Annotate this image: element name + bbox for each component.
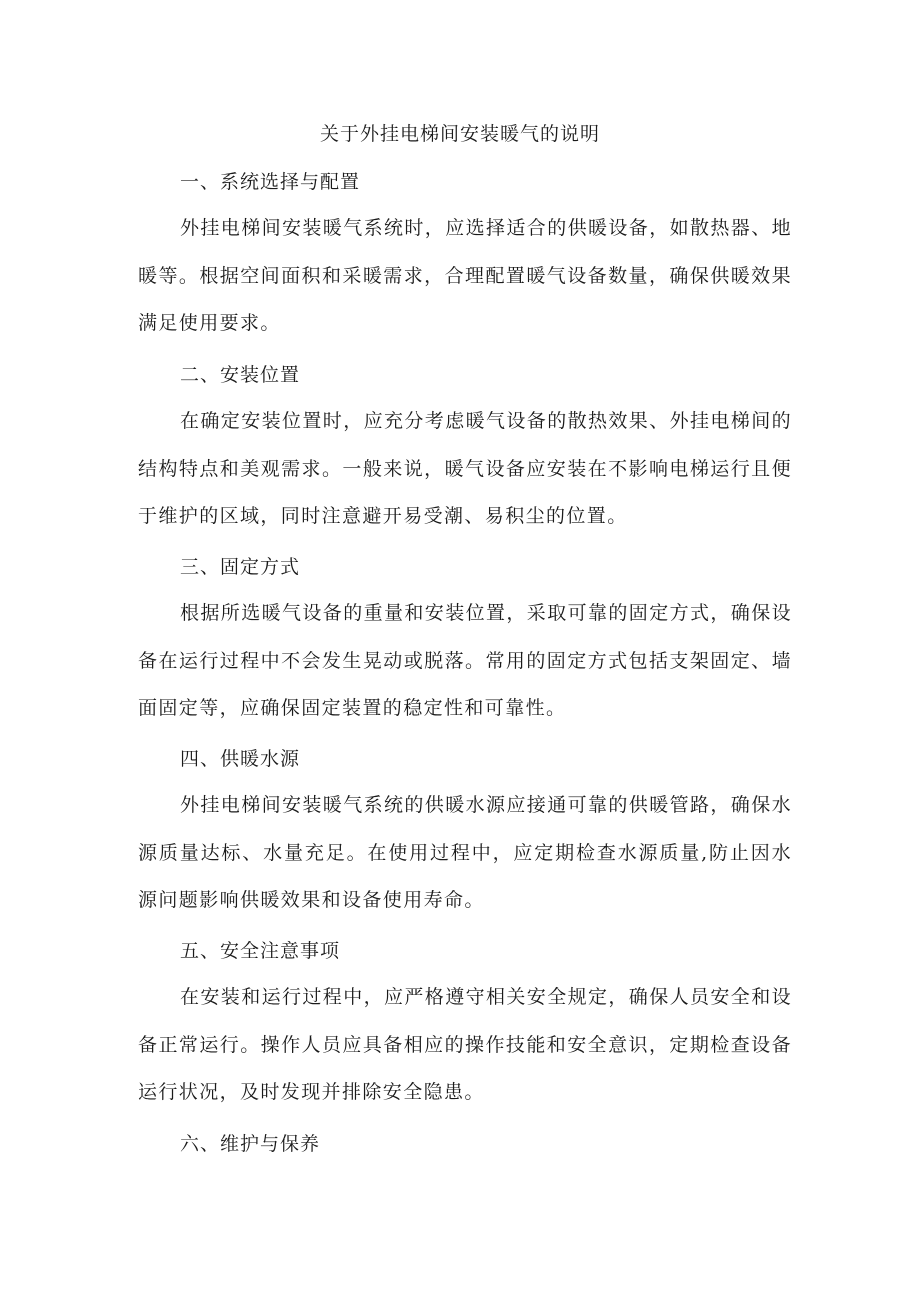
section-heading-4: 四、供暖水源 — [180, 748, 301, 770]
section-heading-1: 一、系统选择与配置 — [180, 171, 361, 193]
section-body-5: 在安装和运行过程中，应严格遵守相关安全规定，确保人员安全和设备正常运行。操作人员应具备相应的操作技能和安全意识，定期检查设备运行状况，及时发现并排除安全隐患。 — [138, 986, 793, 1103]
section-body-1: 外挂电梯间安装暖气系统时，应选择适合的供暖设备，如散热器、地暖等。根据空间面积和采暖需求，合理配置暖气设备数量，确保供暖效果满足使用要求。 — [138, 217, 793, 334]
section-heading-6: 六、维护与保养 — [180, 1133, 321, 1155]
document-title: 关于外挂电梯间安装暖气的说明 — [319, 123, 600, 145]
section-body-3: 根据所选暖气设备的重量和安装位置，采取可靠的固定方式，确保设备在运行过程中不会发生晃动或脱落。常用的固定方式包括支架固定、墙面固定等，应确保固定装置的稳定性和可靠性。 — [138, 602, 793, 719]
section-heading-5: 五、安全注意事项 — [180, 940, 341, 962]
section-body-2: 在确定安装位置时，应充分考虑暖气设备的散热效果、外挂电梯间的结构特点和美观需求。一般来说，暖气设备应安装在不影响电梯运行且便于维护的区域，同时注意避开易受潮、易积尘的位置。 — [138, 410, 793, 527]
section-heading-3: 三、固定方式 — [180, 556, 301, 578]
section-heading-2: 二、安装位置 — [180, 364, 301, 386]
section-body-4: 外挂电梯间安装暖气系统的供暖水源应接通可靠的供暖管路，确保水源质量达标、水量充足。在使用过程中，应定期检查水源质量,防止因水源问题影响供暖效果和设备使用寿命。 — [138, 794, 793, 911]
